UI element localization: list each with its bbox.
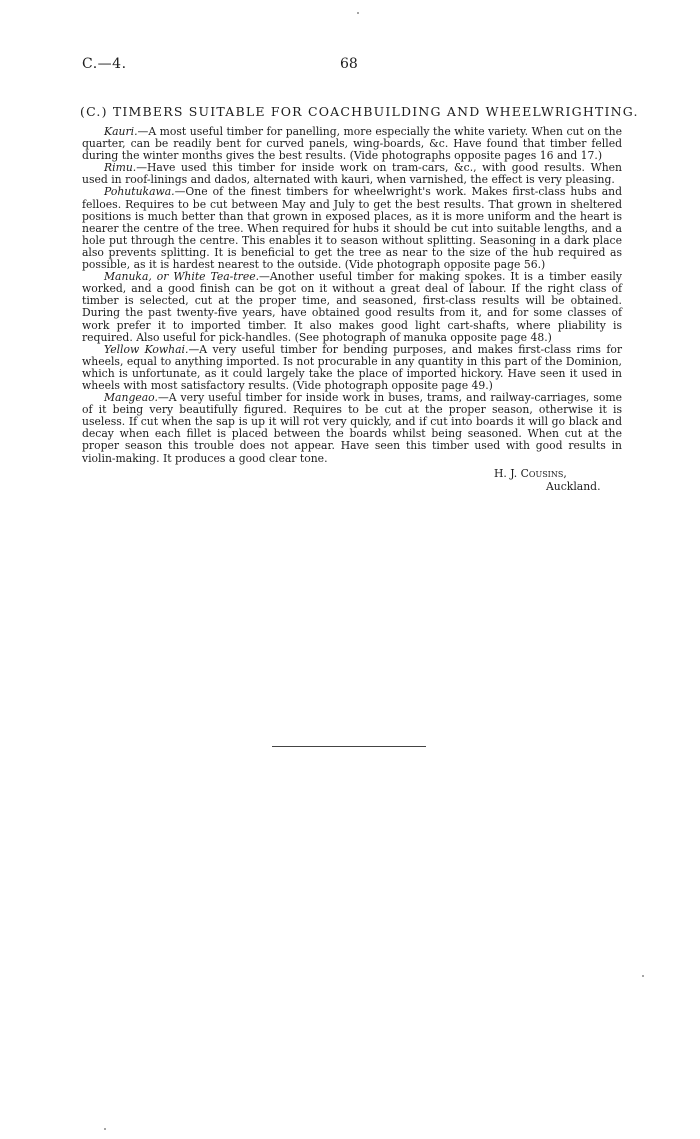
paragraph-text: —Have used this timber for inside work on tram-cars, &c., with good results. When used in roof-linings and dados, alternated with kauri, when varnished, the effect is very pleasing.	[82, 161, 622, 187]
timber-name: Rimu.	[104, 161, 137, 175]
paragraph-text: —A very useful timber for bending purposes, and makes first-class rims for wheels, equal to anything imported. Is not procurable in any quantity in this part of the Dominion, which is unfortunate, as it could largely take the place of imported hickory. Have seen it used in wheels with most satisfactory results. (Vide photograph opposite page 49.)	[82, 342, 622, 392]
scan-speck	[642, 975, 644, 977]
section-title: (C.) TIMBERS SUITABLE FOR COACHBUILDING AND WHEELWRIGHTING.	[80, 104, 639, 119]
paragraph-mangeao	[82, 392, 622, 465]
timber-name: Mangeao.	[104, 391, 158, 405]
document-reference: C.—4.	[82, 56, 127, 72]
paragraph-rimu	[82, 162, 622, 186]
page-number: 68	[340, 56, 358, 72]
paragraph-manuka	[82, 271, 622, 344]
horizontal-rule	[272, 746, 426, 747]
timber-name: Yellow Kowhai.	[104, 342, 189, 356]
paragraph-yellow-kowhai	[82, 344, 622, 392]
document-body	[82, 126, 622, 493]
signature-place: Auckland.	[546, 479, 601, 493]
paragraph-kauri	[82, 126, 622, 162]
paragraph-pohutukawa	[82, 186, 622, 271]
paragraph-text: —Another useful timber for making spokes. It is a timber easily worked, and a good finish can be got on it without a great deal of labour. If the right class of timber is selected, cut at the proper time, and seasoned, first-class results will be obtained. During the past twenty-five years, have obtained good results from it, and for some classes of work prefer it to imported timber. It also makes good light cart-shafts, where pliability is required. Also useful for pick-handles. (See photograph of manuka opposite page 48.)	[82, 270, 622, 344]
timber-name: Pohutukawa.	[104, 185, 175, 199]
signature-block	[82, 467, 622, 493]
paragraph-text: —A very useful timber for inside work in buses, trams, and railway-carriages, some of it being very beautifully figured. Requires to be cut at the proper season, otherwise it is useless. If cut when the sap is up it will rot very quickly, and if cut into boards it will go black and decay when each fillet is placed between the boards whilst being seasoned. When cut at the proper season this trouble does not appear. Have seen this timber used with good results in violin-making. It produces a good clear tone.	[82, 391, 622, 465]
timber-name: Kauri.	[104, 125, 138, 138]
signature-name: H. J. Cousins,	[494, 466, 567, 480]
scan-speck	[357, 12, 359, 14]
scan-speck	[104, 1128, 106, 1130]
paragraph-text: —A most useful timber for panelling, more especially the white variety. When cut on the quarter, can be readily bent for curved panels, wing-boards, &c. Have found that timber felled during the winter months gives the best results. (Vide photographs opposite pages 16 and 17.)	[82, 125, 622, 163]
paragraph-text: —One of the finest timbers for wheelwright's work. Makes first-class hubs and felloes. Requires to be cut between May and July to get the best results. That grown in sheltered positions is much better than that grown in exposed places, as it is more uniform and the heart is nearer the centre of the tree. When required for hubs it should be cut into suitable lengths, and a hole put through the centre. This enables it to season without splitting. Seasoning in a dark place also prevents splitting. It is beneficial to get the tree as near to the size of the hub required as possible, as it is hardest nearest to the outside. (Vide photograph opposite page 56.)	[82, 185, 622, 272]
timber-name: Manuka, or White Tea-tree.	[104, 270, 260, 284]
